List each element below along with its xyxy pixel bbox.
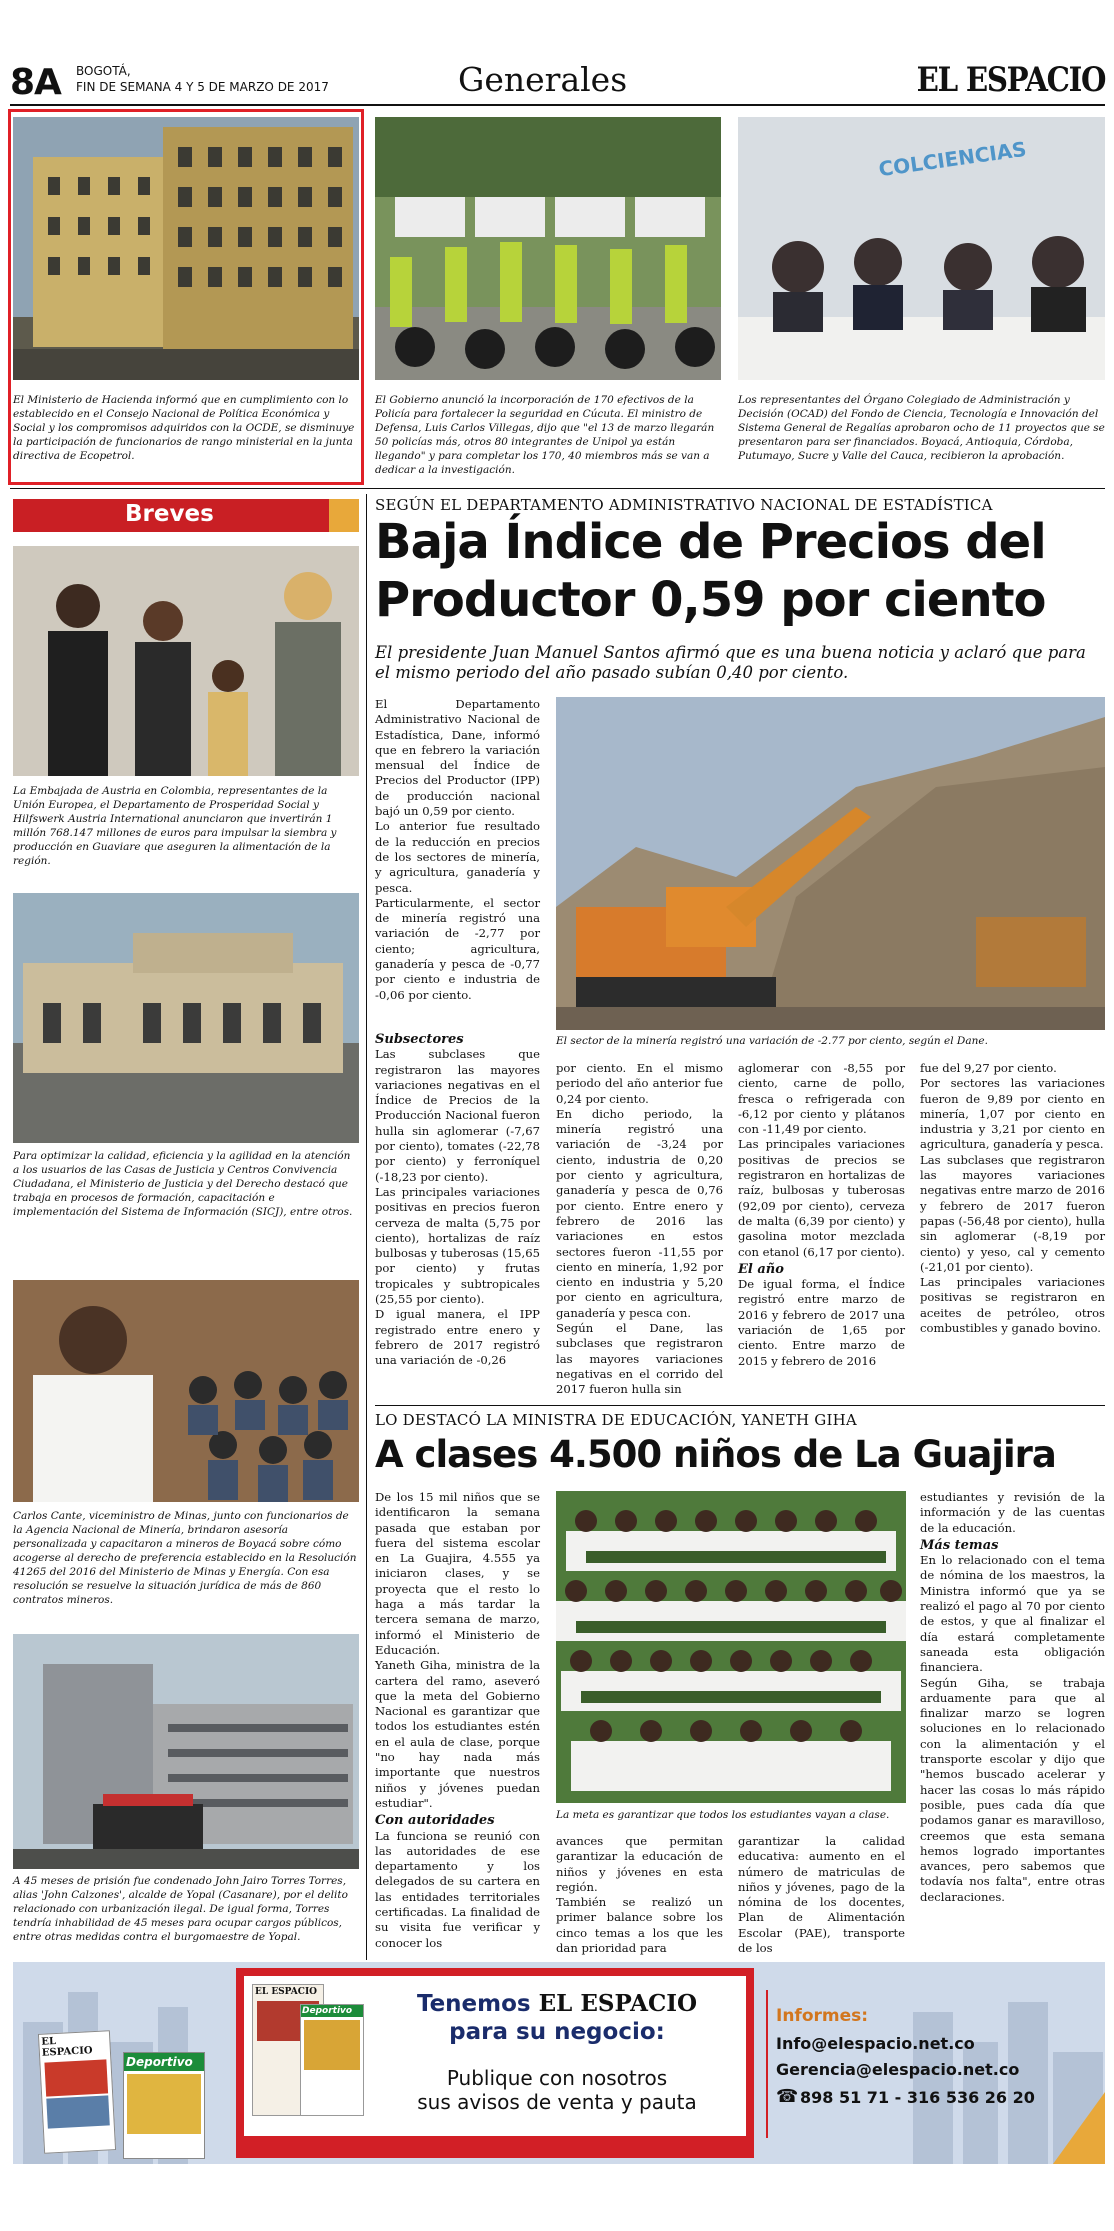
- mini-newspaper-1-masthead: EL ESPACIO: [41, 2036, 93, 2059]
- mini-newspaper-1-photo: [44, 2059, 108, 2096]
- ad-body-line-1: Publique con nosotros: [446, 2066, 668, 2090]
- mini-newspaper-1-photo-2: [46, 2095, 109, 2128]
- article1-deck: El presidente Juan Manuel Santos afirmó que es una buena noticia y aclaró que para el mismo periodo del año pasado subían 0,40 por ciento.: [375, 643, 1086, 682]
- ad-headline: [372, 1990, 742, 2046]
- ad-body: [372, 2066, 742, 2114]
- breves-banner: [13, 499, 359, 532]
- article1-column-2: [556, 1061, 723, 1398]
- paragraph: La funciona se reunió con las autoridades de ese departamento y los delegados de su cartera en las entidades territoriales certificadas. La finalidad de su visita fue verificar y conocer los: [375, 1828, 540, 1950]
- advertisement: [13, 1962, 1105, 2164]
- paragraph: Las principales variaciones positivas de precios se registraron en hortalizas de raíz, bulbosas y tuberosas (92,09 por ciento), cerveza de malta (6,39 por ciento) y gasolina motor mezclada con etanol (6,17 por ciento).: [738, 1137, 905, 1259]
- ad-phone[interactable]: 898 51 71 - 316 536 26 20: [800, 2088, 1035, 2107]
- header-rule: [10, 104, 1105, 106]
- police-motorcycles-photo: [375, 117, 721, 380]
- paragraph: fue del 9,27 por ciento.: [920, 1061, 1057, 1075]
- ad-mini-papers: [252, 1984, 362, 2128]
- paragraph: El Departamento Administrativo Nacional de Estadística, Dane, informó que en febrero la variación mensual del Índice de Precios del Productor (IPP) de producción nacional bajó un 0,59 por ciento.: [375, 697, 540, 819]
- top-photo-3-caption: Los representantes del Órgano Colegiado de Administración y Decisión (OCAD) del Fondo de Ciencia, Tecnología e Innovación del Sistema General de Regalías aprobaron ocho de 11 proyectos que se presentaron para ser financiados. Boyacá, Antioquia, Córdoba, Putumayo, Sucre y Valle del Cauca, recibieron la aprobación.: [738, 394, 1105, 462]
- section-title: Generales: [458, 60, 628, 99]
- article1-headline: Baja Índice de Precios del Productor 0,59 por ciento: [375, 514, 1046, 628]
- ad-frame-footer: [244, 2142, 746, 2152]
- page-number: 8A: [10, 62, 61, 103]
- ad-mini-paper-front-masthead: EL ESPACIO: [255, 1987, 317, 1997]
- students-group-photo: [556, 1491, 906, 1803]
- paragraph: garantizar la calidad educativa: aumento en el número de matriculas de niños y jóvenes, pago de la nómina de los docentes, Plan de Alimentación Escolar (PAE), transporte de los: [738, 1834, 905, 1956]
- paragraph: También se realizó un primer balance sobre los cinco temas a los que les dan prioridad para: [556, 1895, 723, 1956]
- paragraph: Las principales variaciones positivas en precios fueron cerveza de malta (5,75 por ciento), hortalizas de raíz bulbosas y tuberosas (15,65 por ciento) y frutas tropicales y subtropicales (25,55 por ciento).: [375, 1184, 540, 1307]
- ad-mini-paper-back: [300, 2004, 364, 2116]
- ad-contact-divider: [766, 1990, 768, 2138]
- mining-excavator-photo: [556, 697, 1105, 1030]
- article2-photo-caption: La meta es garantizar que todos los estudiantes vayan a clase.: [556, 1809, 890, 1821]
- paragraph: avances que permitan garantizar la educación de niños y jóvenes en esta región.: [556, 1834, 723, 1894]
- article2-column-1: [375, 1490, 540, 1951]
- ad-email-2[interactable]: Gerencia@elespacio.net.co: [776, 2060, 1020, 2079]
- paragraph: Las subclases que registraron las mayores variaciones negativas entre marzo de 2016 y febrero de 2017 fueron papas (-56,48 por ciento), hulla sin aglomerar (-8,19 por ciento) y yeso, cal y cemento (-21,01 por ciento).: [920, 1152, 1105, 1274]
- article1-column-intro: [375, 697, 540, 1003]
- subhead-el-ano: El año: [738, 1261, 784, 1277]
- breves-item-4-caption: A 45 meses de prisión fue condenado John Jairo Torres Torres, alias 'John Calzones', alcalde de Yopal (Casanare), por el delito relacionado con urbanización ilegal. De igual forma, Torres tendría inhabilidad de 45 meses para ocupar cargos públicos, entre otras medidas contra el burgomaestre de Yopal.: [13, 1875, 348, 1943]
- paragraph: Particularmente, el sector de minería registró una variación de -2,77 por ciento; agricultura, ganadería y pesca de -0,77 por ciento e industria de -0,06 por ciento.: [375, 895, 540, 1002]
- paragraph: Según el Dane, las subclases que registraron las mayores variaciones negativas en el corrido del 2017 fueron hulla sin: [556, 1321, 723, 1397]
- paragraph: aglomerar con -8,55 por ciento, carne de pollo, fresca o refrigerada con -6,12 por ciento y plátanos con -11,49 por ciento.: [738, 1061, 905, 1137]
- subhead-mas-temas: Más temas: [920, 1537, 999, 1553]
- mini-newspaper-1: [38, 2030, 116, 2154]
- article1-photo-caption: El sector de la minería registró una variación de -2.77 por ciento, según el Dane.: [556, 1035, 988, 1047]
- header-city: BOGOTÁ,: [76, 64, 131, 78]
- article2-column-4: [920, 1490, 1105, 1905]
- yopal-building-photo: [13, 1634, 359, 1869]
- article2-column-2: [556, 1834, 723, 1956]
- ad-mini-paper-back-masthead: Deportivo: [301, 2005, 363, 2017]
- paragraph: De los 15 mil niños que se identificaron la semana pasada que estaban por fuera del sistema escolar en La Guajira, 4.555 ya iniciaron clases, y se proyecta que el resto lo haga a más tardar la tercera semana de marzo, informó el Ministerio de Educación.: [375, 1490, 540, 1657]
- mini-newspaper-2: [123, 2052, 205, 2159]
- breves-title: Breves: [125, 501, 214, 527]
- breves-item-2-caption: Para optimizar la calidad, eficiencia y la agilidad en la atención a los usuarios de las Casas de Justicia y Centros Convivencia Ciudadana, el Ministerio de Justicia y del Derecho destacó que trabaja en procesos de formación, capacitación e implementación del Sistema de Información (SICJ), entre otros.: [13, 1150, 353, 1218]
- mini-newspaper-2-photo: [127, 2074, 201, 2134]
- ad-headline-pre: Tenemos: [416, 1991, 531, 2017]
- ad-inner-panel: [244, 1976, 746, 2136]
- brand-logo: EL ESPACIO: [916, 60, 1105, 100]
- article2-headline: A clases 4.500 niños de La Guajira: [375, 1433, 1056, 1476]
- mining-workshop-photo: [13, 1280, 359, 1502]
- ad-mini-paper-back-photo: [304, 2020, 360, 2070]
- paragraph: Las subclases que registraron las mayores variaciones negativas en el Índice de Precios de la Producción Nacional fueron hulla sin aglomerar (-7,67 por ciento), tomates (-22,78 por ciento) y ferroníquel (-18,23 por ciento).: [375, 1047, 540, 1184]
- ad-body-line-2: sus avisos de venta y pauta: [417, 2090, 697, 2114]
- top-photo-2-caption: El Gobierno anunció la incorporación de 170 efectivos de la Policía para fortalecer la seguridad en Cúcuta. El ministro de Defensa, Luis Carlos Villegas, dijo que "el 13 de marzo llegarán 50 policías más, otros 80 integrantes de Unipol ya están llegando" y para completar los 170, 40 miembros más se van a dedicar a la investigación.: [375, 394, 715, 476]
- ad-frame: [236, 1968, 754, 2158]
- page-header: [10, 58, 1105, 106]
- article1-column-3: [738, 1061, 905, 1369]
- header-date: FIN DE SEMANA 4 Y 5 DE MARZO DE 2017: [76, 80, 329, 94]
- article1-column-1-bottom: [375, 1030, 540, 1369]
- paragraph: En dicho periodo, la minería registró una variación de -3,24 por ciento, industria de 0,20 por ciento y agricultura, ganadería y pesca de 0,76 por ciento. Entre enero y febrero de 2016 las variaciones en estos sectores fueron -11,55 por ciento en minería, 1,92 por ciento en industria y 5,20 por ciento en agricultura, ganadería y pesca con.: [556, 1106, 723, 1320]
- paragraph: Yaneth Giha, ministra de la cartera del ramo, aseveró que la meta del Gobierno Nacional es garantizar que todos los estudiantes estén en el aula de clase, porque "no hay nada más importante que nuestros niños y jóvenes puedan estudiar".: [375, 1658, 540, 1810]
- article1-column-4: [920, 1061, 1105, 1336]
- breves-accent: [329, 499, 359, 532]
- breves-item-3-caption: Carlos Cante, viceministro de Minas, junto con funcionarios de la Agencia Nacional de Minería, brindaron asesoría personalizada y capacitaron a mineros de Boyacá sobre cómo acogerse al derecho de preferencia establecido en la Resolución 41265 del 2016 del Ministerio de Minas y Energía. Con esa resolución se resuelve la situación jurídica de más de 860 contratos mineros.: [13, 1510, 357, 1606]
- paragraph: Según Giha, se trabaja arduamente para que al finalizar marzo se logren soluciones en lo relacionado con la alimentación y el transporte escolar y dijo que "hemos buscado acelerar y hacer las cosas lo más rápido posible, pues cada día que podamos ganar es maravilloso, creemos que esta semana hemos logrado importantes avances, pero sabemos que todavía nos falta", entre otras declaraciones.: [920, 1675, 1105, 1904]
- paragraph: Por sectores las variaciones fueron de 9,89 por ciento en minería, 1,07 por ciento en industria y 3,21 por ciento en agricultura, ganadería y pesca.: [920, 1076, 1105, 1152]
- ministry-building-photo: [13, 117, 359, 380]
- paragraph: Las principales variaciones positivas se registraron en aceites de petróleo, otros combustibles y ganado bovino.: [920, 1275, 1105, 1336]
- austria-embassy-photo: [13, 546, 359, 776]
- subhead-con-autoridades: Con autoridades: [375, 1813, 495, 1829]
- ad-headline-post: para su negocio:: [449, 2019, 665, 2045]
- article1-kicker: SEGÚN EL DEPARTAMENTO ADMINISTRATIVO NACIONAL DE ESTADÍSTICA: [375, 496, 993, 514]
- article2-column-3: [738, 1834, 905, 1956]
- breves-item-1-caption: La Embajada de Austria en Colombia, representantes de la Unión Europea, el Departamento de Prosperidad Social y Hilfswerk Austria International anunciaron que invertirán 1 millón 768.147 millones de euros para impulsar la siembra y producción en Guaviare que aseguren la alimentación de la región.: [13, 785, 337, 867]
- ad-headline-brand: EL ESPACIO: [538, 1990, 698, 2017]
- mini-newspaper-2-masthead: Deportivo: [124, 2053, 204, 2071]
- paragraph: Lo anterior fue resultado de la reducción en precios de los sectores de minería, y agricultura, ganadería y pesca.: [375, 819, 540, 895]
- colciencias-banner: COLCIENCIAS: [877, 136, 1028, 182]
- sidebar-divider: [366, 494, 367, 1960]
- paragraph: por ciento. En el mismo periodo del año anterior fue 0,24 por ciento.: [556, 1061, 723, 1106]
- top-photo-1-caption: El Ministerio de Hacienda informó que en cumplimiento con lo establecido en el Consejo Nacional de Política Económica y Social y los compromisos adquiridos con la OCDE, se disminuye la participación de funcionarios de rango ministerial en la junta directiva de Ecopetrol.: [13, 394, 355, 462]
- paragraph: D igual manera, el IPP registrado entre enero y febrero de 2017 registró una variación de -0,26: [375, 1307, 540, 1368]
- justice-building-photo: [13, 893, 359, 1143]
- top-rule: [10, 488, 1105, 489]
- ad-informes-label: Informes:: [776, 2006, 869, 2026]
- ad-email-1[interactable]: Info@elespacio.net.co: [776, 2034, 975, 2053]
- paragraph: De igual forma, el Índice registró entre marzo de 2016 y febrero de 2017 una variación de 1,65 por ciento. Entre marzo de 2015 y febrero de 2016: [738, 1277, 905, 1368]
- phone-icon: ☎: [776, 2086, 799, 2107]
- colciencias-meeting-photo: [738, 117, 1105, 380]
- article2-kicker: LO DESTACÓ LA MINISTRA DE EDUCACIÓN, YANETH GIHA: [375, 1411, 857, 1429]
- paragraph: En lo relacionado con el tema de nómina de los maestros, la Ministra informó que ya se realizó el pago al 70 por ciento de estos, y que al finalizar el día estará completamente saneada esta obligación financiera.: [920, 1553, 1105, 1675]
- paragraph: estudiantes y revisión de la información y de las cuentas de la educación.: [920, 1490, 1105, 1535]
- article-divider: [375, 1405, 1105, 1406]
- subhead-subsectores: Subsectores: [375, 1032, 464, 1047]
